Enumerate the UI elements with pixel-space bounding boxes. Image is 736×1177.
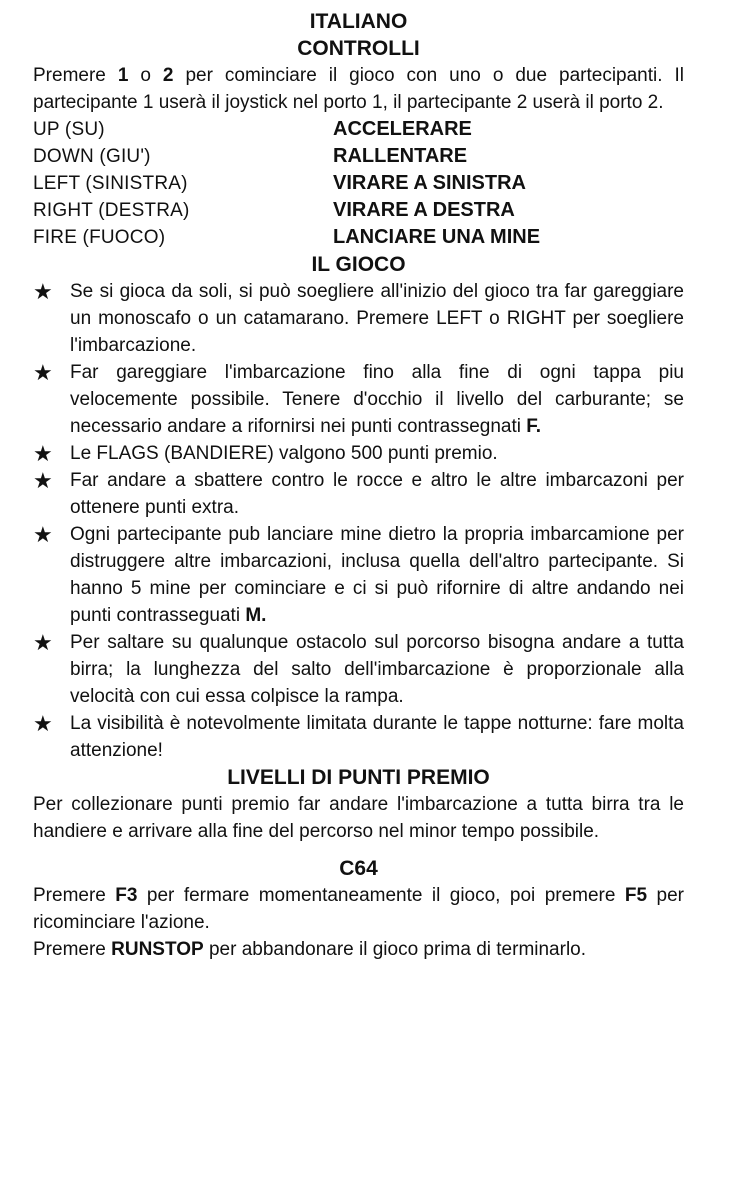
star-icon: ★ [33, 360, 53, 385]
c64-heading: C64 [339, 857, 378, 880]
bullet-text: Per saltare su qualunque ostacolo sul porcorso bisogna andare a tutta birra; la lunghezza del salto dell'imbarcazione è proporzionale alla velocità con cui essa colpisce la rampa. [70, 632, 684, 707]
list-item [33, 440, 684, 467]
star-icon: ★ [33, 468, 53, 493]
control-action: VIRARE A SINISTRA [333, 172, 526, 194]
list-item [33, 359, 684, 440]
list-item [33, 278, 684, 359]
bullet-text: Far andare a sbattere contro le rocce e altro le altre imbarcazoni per ottenere punti extra. [70, 470, 684, 518]
control-action: RALLENTARE [333, 145, 468, 167]
bullet-text: Far gareggiare l'imbarcazione fino alla fine di ogni tappa piu velocemente possibile. Tenere d'occhio il livello del carburante; se necessario andare a rifornirsi nei punti contrassegnati [70, 362, 684, 437]
pause-key: F3 [115, 885, 138, 906]
game-heading: IL GIOCO [311, 253, 406, 276]
bullet-text: La visibilità è notevolmente limitata durante le tappe notturne: fare molta attenzione! [70, 713, 684, 761]
control-input: LEFT (SINISTRA) [33, 173, 188, 194]
pause-pre: Premere [33, 885, 116, 906]
star-icon: ★ [33, 279, 53, 304]
star-icon: ★ [33, 522, 53, 547]
language-title: ITALIANO [309, 10, 408, 33]
quit-post: per abbandonare il gioco prima di terminarlo. [203, 939, 587, 960]
control-row [33, 224, 684, 251]
intro-post: per cominciare il gioco con uno o due partecipanti. Il partecipante 1 userà il joystick nel porto 1, il partecipante 2 userà il porto 2. [33, 65, 684, 113]
controls-intro [33, 62, 684, 116]
star-icon: ★ [33, 630, 53, 655]
control-input: DOWN (GIU') [33, 146, 151, 167]
control-input: RIGHT (DESTRA) [33, 200, 190, 221]
control-row [33, 143, 684, 170]
c64-pause-text [33, 882, 684, 936]
control-row [33, 197, 684, 224]
bullet-text-wrap [70, 359, 684, 440]
c64-quit-text [33, 936, 684, 963]
controls-table [33, 116, 684, 251]
bullet-text: Se si gioca da soli, si può soegliere all'inizio del gioco tra far gareggiare un monoscafo o un catamarano. Premere LEFT o RIGHT per soegliere l'imbarcazione. [70, 281, 684, 356]
bullet-bold: M. [245, 605, 267, 626]
bonus-heading: LIVELLI DI PUNTI PREMIO [227, 766, 490, 789]
control-row [33, 170, 684, 197]
runstop-key: RUNSTOP [111, 939, 204, 960]
pause-mid: per fermare momentaneamente il gioco, poi premere [137, 885, 625, 906]
control-action: ACCELERARE [333, 118, 472, 140]
control-action: LANCIARE UNA MINE [333, 226, 541, 248]
bullet-text: Le FLAGS (BANDIERE) valgono 500 punti premio. [70, 443, 498, 464]
pause-post: per ricominciare l'azione. [33, 885, 684, 933]
bullet-text-wrap [70, 521, 684, 629]
bonus-text: Per collezionare punti premio far andare l'imbarcazione a tutta birra tra le handiere e arrivare alla fine del percorso nel minor tempo possibile. [33, 794, 684, 842]
list-item [33, 521, 684, 629]
control-action: VIRARE A DESTRA [333, 199, 515, 221]
control-input: FIRE (FUOCO) [33, 227, 166, 248]
list-item [33, 467, 684, 521]
game-bullet-list [33, 278, 684, 764]
controls-heading: CONTROLLI [297, 37, 420, 60]
intro-pre: Premere [33, 65, 118, 86]
control-row [33, 116, 684, 143]
star-icon: ★ [33, 711, 53, 736]
star-icon: ★ [33, 441, 53, 466]
bullet-text: Ogni partecipante pub lanciare mine dietro la propria imbarcamione per distruggere altre imbarcazioni, inclusa quella dell'altro partecipante. Si hanno 5 mine per cominciare e ci si può rifornire di altre andando nei punti contrasseguati [70, 524, 684, 626]
bullet-bold: F. [526, 416, 542, 437]
intro-mid: o [128, 65, 163, 86]
resume-key: F5 [624, 885, 648, 906]
intro-key-2: 2 [162, 65, 174, 86]
intro-key-1: 1 [117, 65, 129, 86]
list-item [33, 710, 684, 764]
control-input: UP (SU) [33, 119, 105, 140]
list-item [33, 629, 684, 710]
quit-pre: Premere [33, 939, 112, 960]
